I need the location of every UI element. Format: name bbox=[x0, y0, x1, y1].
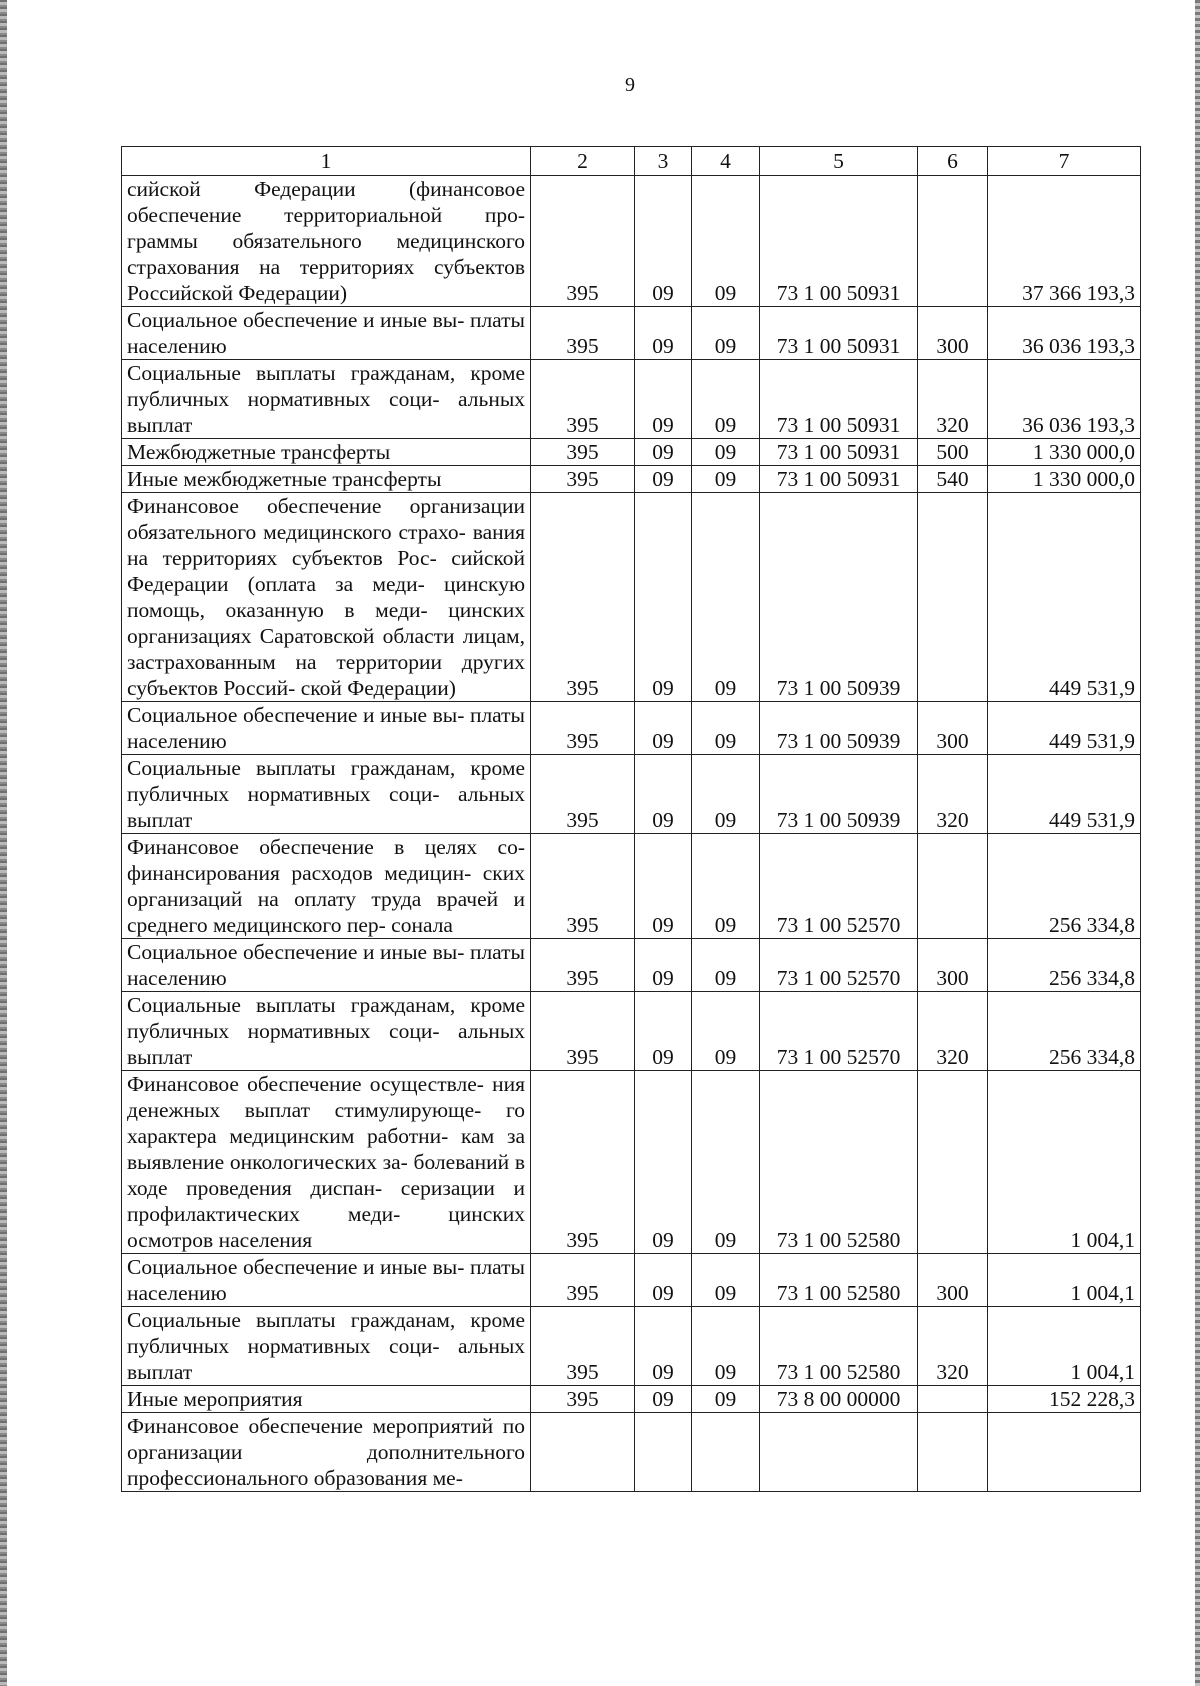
cell-target-article: 73 8 00 00000 bbox=[760, 1386, 918, 1413]
cell-target-article: 73 1 00 50931 bbox=[760, 307, 918, 360]
cell-target-article: 73 1 00 50939 bbox=[760, 702, 918, 755]
description-line: го характера медицинским работни- bbox=[127, 1098, 525, 1148]
cell-target-article: 73 1 00 50931 bbox=[760, 176, 918, 307]
cell-amount: 152 228,3 bbox=[988, 1386, 1141, 1413]
description-line: Финансовое обеспечение мероприятий bbox=[127, 1414, 494, 1438]
cell-amount bbox=[988, 1413, 1141, 1492]
cell-section: 09 bbox=[635, 439, 692, 466]
cell-target-article: 73 1 00 52580 bbox=[760, 1307, 918, 1386]
cell-description bbox=[122, 755, 531, 834]
cell-target-article: 73 1 00 52580 bbox=[760, 1071, 918, 1254]
cell-subsection: 09 bbox=[692, 466, 760, 493]
cell-section: 09 bbox=[635, 360, 692, 439]
cell-section: 09 bbox=[635, 992, 692, 1071]
cell-subsection: 09 bbox=[692, 176, 760, 307]
cell-amount: 256 334,8 bbox=[988, 834, 1141, 939]
cell-section: 09 bbox=[635, 466, 692, 493]
cell-description bbox=[122, 1386, 531, 1413]
cell-section: 09 bbox=[635, 493, 692, 702]
cell-section: 09 bbox=[635, 1071, 692, 1254]
cell-ministry-code: 395 bbox=[531, 1254, 635, 1307]
cell-expense-type: 540 bbox=[918, 466, 988, 493]
cell-ministry-code: 395 bbox=[531, 1386, 635, 1413]
cell-description bbox=[122, 307, 531, 360]
cell-subsection: 09 bbox=[692, 755, 760, 834]
description-line: Социальные выплаты гражданам, bbox=[127, 1308, 456, 1332]
cell-subsection: 09 bbox=[692, 939, 760, 992]
table-row bbox=[122, 1386, 1141, 1413]
column-header: 5 bbox=[760, 147, 918, 176]
table-row bbox=[122, 834, 1141, 939]
cell-ministry-code: 395 bbox=[531, 992, 635, 1071]
column-header: 1 bbox=[122, 147, 531, 176]
description-line: ских организаций на оплату труда bbox=[127, 861, 525, 911]
cell-description bbox=[122, 176, 531, 307]
description-line: альных выплат bbox=[127, 387, 526, 437]
cell-expense-type: 320 bbox=[918, 360, 988, 439]
cell-ministry-code: 395 bbox=[531, 466, 635, 493]
description-line: кроме публичных нормативных соци- bbox=[127, 361, 526, 411]
cell-target-article: 73 1 00 50931 bbox=[760, 360, 918, 439]
cell-section bbox=[635, 1413, 692, 1492]
cell-description bbox=[122, 360, 531, 439]
cell-subsection bbox=[692, 1413, 760, 1492]
cell-target-article: 73 1 00 52570 bbox=[760, 992, 918, 1071]
cell-target-article: 73 1 00 50931 bbox=[760, 439, 918, 466]
table-row bbox=[122, 1254, 1141, 1307]
description-line: платы населению bbox=[127, 308, 525, 358]
description-line: серизации и профилактических меди- bbox=[127, 1176, 525, 1226]
description-line: альных выплат bbox=[127, 782, 526, 832]
cell-expense-type: 320 bbox=[918, 992, 988, 1071]
cell-amount: 1 330 000,0 bbox=[988, 466, 1141, 493]
description-line: кам за выявление онкологических за- bbox=[127, 1124, 526, 1174]
cell-expense-type: 320 bbox=[918, 1307, 988, 1386]
cell-amount: 1 004,1 bbox=[988, 1254, 1141, 1307]
description-line: альных выплат bbox=[127, 1334, 526, 1384]
cell-subsection: 09 bbox=[692, 307, 760, 360]
cell-subsection: 09 bbox=[692, 1254, 760, 1307]
cell-amount: 256 334,8 bbox=[988, 939, 1141, 992]
description-line: территории других субъектов Россий- bbox=[127, 650, 526, 700]
cell-subsection: 09 bbox=[692, 992, 760, 1071]
cell-target-article: 73 1 00 50939 bbox=[760, 755, 918, 834]
cell-ministry-code: 395 bbox=[531, 307, 635, 360]
cell-ministry-code: 395 bbox=[531, 1071, 635, 1254]
table-row bbox=[122, 176, 1141, 307]
cell-description bbox=[122, 466, 531, 493]
description-line: Финансовое обеспечение в целях со- bbox=[127, 835, 525, 859]
cell-amount: 1 330 000,0 bbox=[988, 439, 1141, 466]
cell-ministry-code: 395 bbox=[531, 439, 635, 466]
cell-amount: 256 334,8 bbox=[988, 992, 1141, 1071]
description-line: области лицам, застрахованным на bbox=[127, 624, 525, 674]
description-line: Социальное обеспечение и иные вы- bbox=[127, 940, 465, 964]
table-row bbox=[122, 702, 1141, 755]
description-line: Российской Федерации) bbox=[127, 281, 348, 305]
cell-section: 09 bbox=[635, 939, 692, 992]
cell-expense-type: 320 bbox=[918, 755, 988, 834]
cell-description bbox=[122, 439, 531, 466]
description-line: сонала bbox=[391, 913, 453, 937]
budget-table bbox=[121, 146, 1141, 1492]
cell-section: 09 bbox=[635, 702, 692, 755]
cell-target-article: 73 1 00 50939 bbox=[760, 493, 918, 702]
description-line: Социальное обеспечение и иные вы- bbox=[127, 308, 465, 332]
cell-description bbox=[122, 1413, 531, 1492]
cell-amount: 1 004,1 bbox=[988, 1071, 1141, 1254]
description-line: Социальные выплаты гражданам, bbox=[127, 361, 456, 385]
description-line: кроме публичных нормативных соци- bbox=[127, 756, 526, 806]
cell-amount: 449 531,9 bbox=[988, 493, 1141, 702]
description-line: цинских осмотров населения bbox=[127, 1202, 525, 1252]
cell-section: 09 bbox=[635, 307, 692, 360]
description-line: профессионального образования ме- bbox=[127, 1466, 463, 1490]
cell-description bbox=[122, 493, 531, 702]
description-line: кроме публичных нормативных соци- bbox=[127, 993, 526, 1043]
table-row bbox=[122, 1413, 1141, 1492]
table-row bbox=[122, 939, 1141, 992]
cell-expense-type bbox=[918, 1386, 988, 1413]
table-row bbox=[122, 1071, 1141, 1254]
description-line: цинских организациях Саратовской bbox=[127, 598, 525, 648]
column-header: 6 bbox=[918, 147, 988, 176]
column-header: 2 bbox=[531, 147, 635, 176]
column-header: 4 bbox=[692, 147, 760, 176]
column-header: 7 bbox=[988, 147, 1141, 176]
description-line: ской Федерации) bbox=[300, 676, 456, 700]
cell-section: 09 bbox=[635, 1254, 692, 1307]
cell-description bbox=[122, 1071, 531, 1254]
cell-description bbox=[122, 702, 531, 755]
table-row bbox=[122, 466, 1141, 493]
description-line: вания на территориях субъектов Рос- bbox=[127, 520, 526, 570]
description-line: обеспечение территориальной про- bbox=[127, 203, 525, 227]
scan-edge-left bbox=[0, 0, 7, 1686]
table-row bbox=[122, 755, 1141, 834]
table-row bbox=[122, 307, 1141, 360]
cell-section: 09 bbox=[635, 1386, 692, 1413]
cell-subsection: 09 bbox=[692, 493, 760, 702]
description-line: Межбюджетные трансферты bbox=[127, 440, 391, 464]
cell-description bbox=[122, 1254, 531, 1307]
cell-expense-type bbox=[918, 1413, 988, 1492]
cell-subsection: 09 bbox=[692, 1307, 760, 1386]
description-line: врачей и среднего медицинского пер- bbox=[127, 887, 526, 937]
cell-expense-type: 300 bbox=[918, 939, 988, 992]
description-line: по организации дополнительного bbox=[127, 1414, 525, 1464]
description-line: граммы обязательного медицинского bbox=[127, 229, 525, 253]
cell-section: 09 bbox=[635, 176, 692, 307]
cell-section: 09 bbox=[635, 1307, 692, 1386]
cell-target-article: 73 1 00 52570 bbox=[760, 834, 918, 939]
table-row bbox=[122, 360, 1141, 439]
description-line: платы населению bbox=[127, 703, 525, 753]
cell-description bbox=[122, 939, 531, 992]
description-line: финансирования расходов медицин- bbox=[127, 861, 472, 885]
cell-section: 09 bbox=[635, 834, 692, 939]
cell-expense-type: 300 bbox=[918, 1254, 988, 1307]
cell-amount: 449 531,9 bbox=[988, 755, 1141, 834]
cell-ministry-code: 395 bbox=[531, 755, 635, 834]
cell-ministry-code: 395 bbox=[531, 702, 635, 755]
description-line: Иные мероприятия bbox=[127, 1387, 303, 1411]
cell-description bbox=[122, 1307, 531, 1386]
cell-target-article bbox=[760, 1413, 918, 1492]
description-line: Иные межбюджетные трансферты bbox=[127, 467, 442, 491]
description-line: Социальное обеспечение и иные вы- bbox=[127, 1255, 465, 1279]
description-line: Социальное обеспечение и иные вы- bbox=[127, 703, 465, 727]
cell-ministry-code: 395 bbox=[531, 176, 635, 307]
table-body bbox=[122, 147, 1141, 1492]
description-line: сийской Федерации (оплата за меди- bbox=[127, 546, 525, 596]
page-number: 9 bbox=[625, 74, 635, 96]
description-line: платы населению bbox=[127, 1255, 525, 1305]
cell-ministry-code: 395 bbox=[531, 360, 635, 439]
description-line: Финансовое обеспечение осуществле- bbox=[127, 1072, 484, 1096]
description-line: кроме публичных нормативных соци- bbox=[127, 1308, 526, 1358]
cell-expense-type: 300 bbox=[918, 307, 988, 360]
cell-amount: 1 004,1 bbox=[988, 1307, 1141, 1386]
description-line: альных выплат bbox=[127, 1019, 526, 1069]
cell-amount: 37 366 193,3 bbox=[988, 176, 1141, 307]
cell-expense-type bbox=[918, 834, 988, 939]
cell-target-article: 73 1 00 52570 bbox=[760, 939, 918, 992]
description-line: ния денежных выплат стимулирующе- bbox=[127, 1072, 526, 1122]
table-row bbox=[122, 493, 1141, 702]
description-line: цинскую помощь, оказанную в меди- bbox=[127, 572, 526, 622]
cell-amount: 36 036 193,3 bbox=[988, 307, 1141, 360]
description-line: сийской Федерации (финансовое bbox=[127, 177, 525, 201]
scan-edge-right bbox=[1195, 0, 1200, 1686]
description-line: платы населению bbox=[127, 940, 525, 990]
cell-expense-type: 300 bbox=[918, 702, 988, 755]
cell-subsection: 09 bbox=[692, 1071, 760, 1254]
cell-subsection: 09 bbox=[692, 439, 760, 466]
cell-expense-type bbox=[918, 176, 988, 307]
description-line: Социальные выплаты гражданам, bbox=[127, 756, 456, 780]
cell-ministry-code bbox=[531, 1413, 635, 1492]
table-row bbox=[122, 1307, 1141, 1386]
table-row bbox=[122, 992, 1141, 1071]
table-row bbox=[122, 439, 1141, 466]
column-header: 3 bbox=[635, 147, 692, 176]
cell-subsection: 09 bbox=[692, 360, 760, 439]
cell-ministry-code: 395 bbox=[531, 1307, 635, 1386]
cell-target-article: 73 1 00 50931 bbox=[760, 466, 918, 493]
cell-expense-type bbox=[918, 1071, 988, 1254]
cell-subsection: 09 bbox=[692, 834, 760, 939]
cell-expense-type: 500 bbox=[918, 439, 988, 466]
cell-target-article: 73 1 00 52580 bbox=[760, 1254, 918, 1307]
cell-expense-type bbox=[918, 493, 988, 702]
cell-amount: 449 531,9 bbox=[988, 702, 1141, 755]
cell-section: 09 bbox=[635, 755, 692, 834]
cell-subsection: 09 bbox=[692, 1386, 760, 1413]
description-line: Финансовое обеспечение организации bbox=[127, 494, 525, 518]
cell-ministry-code: 395 bbox=[531, 493, 635, 702]
description-line: Социальные выплаты гражданам, bbox=[127, 993, 456, 1017]
cell-ministry-code: 395 bbox=[531, 939, 635, 992]
description-line: обязательного медицинского страхо- bbox=[127, 520, 466, 544]
description-line: болеваний в ходе проведения диспан- bbox=[127, 1150, 525, 1200]
table-header-row bbox=[122, 147, 1141, 176]
cell-ministry-code: 395 bbox=[531, 834, 635, 939]
cell-description bbox=[122, 992, 531, 1071]
cell-description bbox=[122, 834, 531, 939]
cell-amount: 36 036 193,3 bbox=[988, 360, 1141, 439]
description-line: страхования на территориях субъектов bbox=[127, 255, 525, 279]
cell-subsection: 09 bbox=[692, 702, 760, 755]
